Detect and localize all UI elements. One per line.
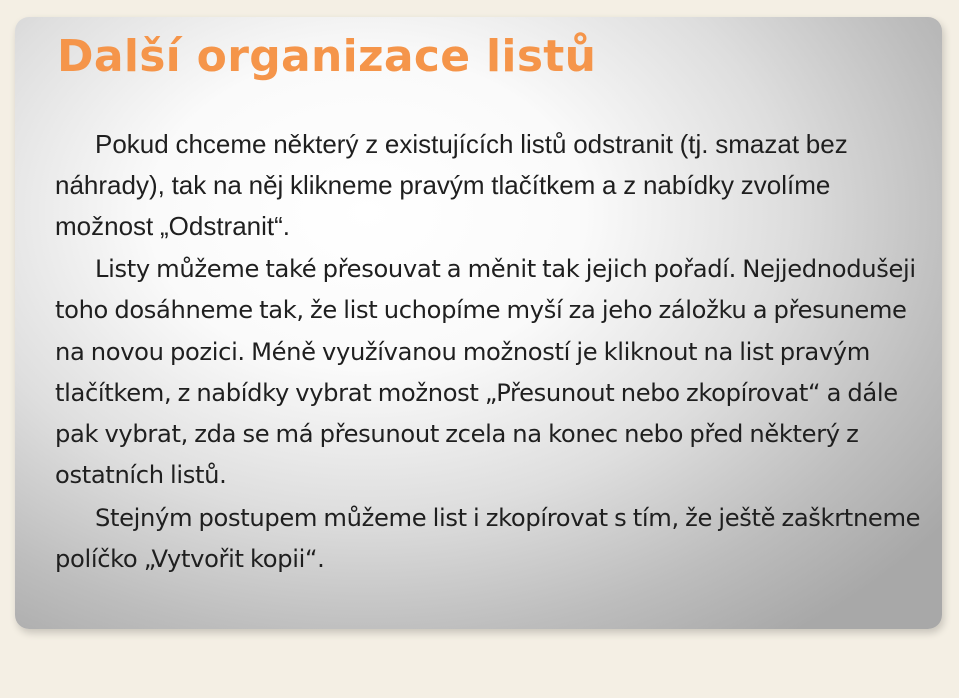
- paragraph-copy-sheet: Stejným postupem můžeme list i zkopírovat s tím, že ještě zaškrtneme políčko „Vytvořit kopii“.: [55, 503, 921, 574]
- slide-title: Další organizace listů: [57, 31, 597, 82]
- paragraph-move-sheet: Listy můžeme také přesouvat a měnit tak jejich pořadí. Nejjednodušeji toho dosáhneme tak, že list uchopíme myší za jeho záložku a přesuneme na novou pozici. Méně využívanou možností je kliknout na list pravým tlačítkem, z nabídky vybrat možnost „Přesunout nebo zkopírovat“ a dále pak vybrat, zda se má přesunout zcela na konec nebo před některý z ostatních listů.: [55, 255, 916, 490]
- paragraph-delete-sheet: Pokud chceme některý z existujících listů odstranit (tj. smazat bez náhrady), tak na něj klikneme pravým tlačítkem a z nabídky zvolíme možnost „Odstranit“.: [55, 129, 848, 241]
- slide-body: [55, 124, 930, 581]
